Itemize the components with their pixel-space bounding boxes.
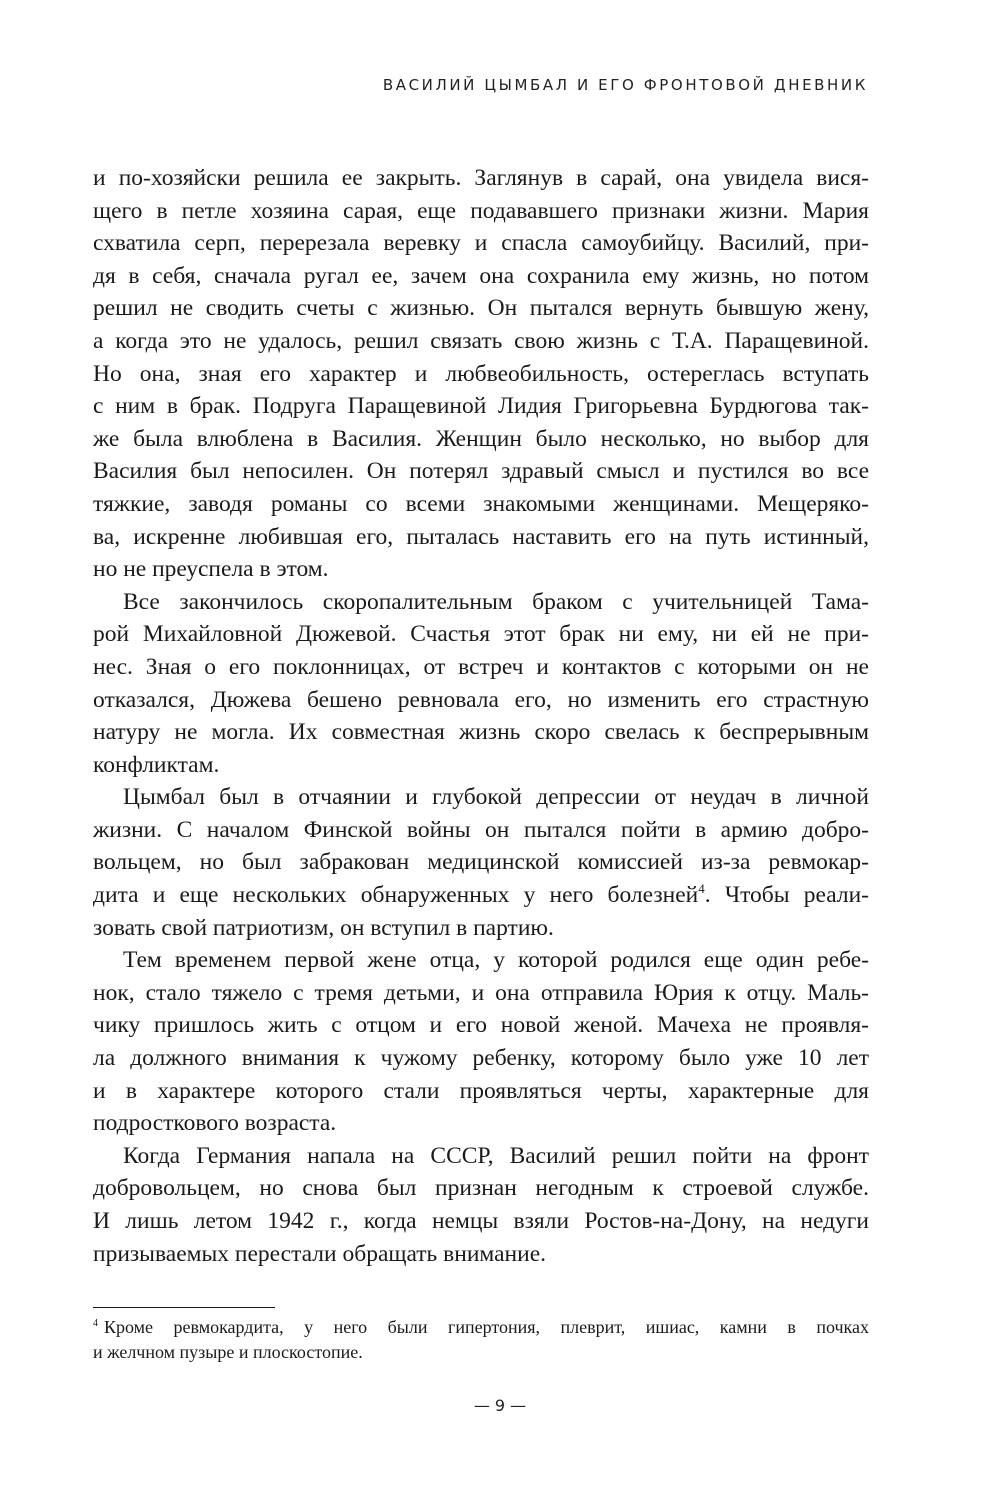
running-head: ВАСИЛИЙ ЦЫМБАЛ И ЕГО ФРОНТОВОЙ ДНЕВНИК (382, 76, 868, 94)
footnote-line: и желчном пузыре и плоскостопие. (93, 1342, 363, 1362)
text-line: дя в себя, сначала ругал ее, зачем она сохранила ему жизнь, но потом (93, 262, 869, 289)
text-line: а когда это не удалось, решил связать свою жизнь с Т.А. Паращевиной. (93, 327, 869, 354)
footnotes (93, 1315, 869, 1365)
text-line: ва, искренне любившая его, пыталась наставить его на путь истинный, (93, 523, 869, 550)
text-line: и в характере которого стали проявляться черты, характерные для (93, 1077, 869, 1104)
text-line: же была влюблена в Василия. Женщин было несколько, но выбор для (93, 425, 869, 452)
text-line: нес. Зная о его поклонницах, от встреч и контактов с которыми он не (93, 653, 869, 680)
text-line: ла должного внимания к чужому ребенку, которому было уже 10 лет (93, 1045, 869, 1072)
footnote-line (93, 1315, 869, 1340)
text-line: решил не сводить счеты с жизнью. Он пытался вернуть бывшую жену, (93, 295, 869, 322)
text-line: подросткового возраста. (93, 1110, 337, 1137)
footnote-reference[interactable]: 4 (698, 881, 705, 897)
page-number: — 9 — (473, 1396, 527, 1415)
text-line: И лишь летом 1942 г., когда немцы взяли Ростов-на-Дону, на недуги (93, 1208, 869, 1234)
text-line: рой Михайловной Дюжевой. Счастья этот брак ни ему, ни ей не при- (93, 621, 869, 648)
text-line: Василия был непосилен. Он потерял здравый смысл и пустился во все (93, 458, 869, 485)
text-line: щего в петле хозяина сарая, еще подававшего признаки жизни. Мария (93, 197, 869, 224)
text-line: с ним в брак. Подруга Паращевиной Лидия Григорьевна Бурдюгова так- (93, 393, 869, 420)
text-line: Цымбал был в отчаянии и глубокой депрессии от неудач в личной (123, 784, 869, 811)
text-line: но не преуспела в этом. (93, 556, 329, 583)
text-segment: . Чтобы реали- (704, 882, 869, 909)
text-line: натуру не могла. Их совместная жизнь скоро свелась к беспрерывным (93, 719, 869, 746)
text-line: зовать свой патриотизм, он вступил в партию. (93, 914, 554, 941)
body-text (93, 162, 869, 1270)
text-line: Тем временем первой жене отца, у которой родился еще один ребе- (123, 947, 869, 974)
text-line: схватила серп, перерезала веревку и спасла самоубийцу. Василий, при- (93, 230, 869, 257)
footnote-text: Кроме ревмокардита, у него были гипертония, плеврит, ишиас, камни в почках (104, 1317, 869, 1337)
footnote-number: 4 (93, 1318, 98, 1329)
footnote-divider (93, 1307, 275, 1308)
text-line: нок, стало тяжело с тремя детьми, и она отправила Юрия к отцу. Маль- (93, 979, 869, 1006)
text-segment: дита и еще нескольких обнаруженных у него болезней (93, 882, 699, 909)
text-line: добровольцем, но снова был признан негодным к строевой службе. (93, 1175, 869, 1202)
text-line: и по-хозяйски решила ее закрыть. Заглянув в сарай, она увидела вися- (93, 165, 869, 191)
text-line: конфликтам. (93, 751, 220, 778)
text-line: Когда Германия напала на СССР, Василий решил пойти на фронт (123, 1142, 869, 1169)
text-line: жизни. С началом Финской войны он пытался пойти в армию добро- (93, 816, 869, 843)
text-line: отказался, Дюжева бешено ревновала его, но изменить его страстную (93, 686, 869, 713)
text-line-with-footnote (93, 879, 869, 912)
text-line: Но она, зная его характер и любвеобильность, остереглась вступать (93, 360, 869, 387)
text-line: вольцем, но был забракован медицинской комиссией из-за ревмокар- (93, 849, 869, 876)
text-line: тяжкие, заводя романы со всеми знакомыми женщинами. Мещеряко- (93, 490, 869, 517)
text-line: Все закончилось скоропалительным браком с учительницей Тама- (123, 588, 869, 615)
text-line: призываемых перестали обращать внимание. (93, 1240, 546, 1267)
text-line: чику пришлось жить с отцом и его новой женой. Мачеха не проявля- (93, 1012, 869, 1039)
